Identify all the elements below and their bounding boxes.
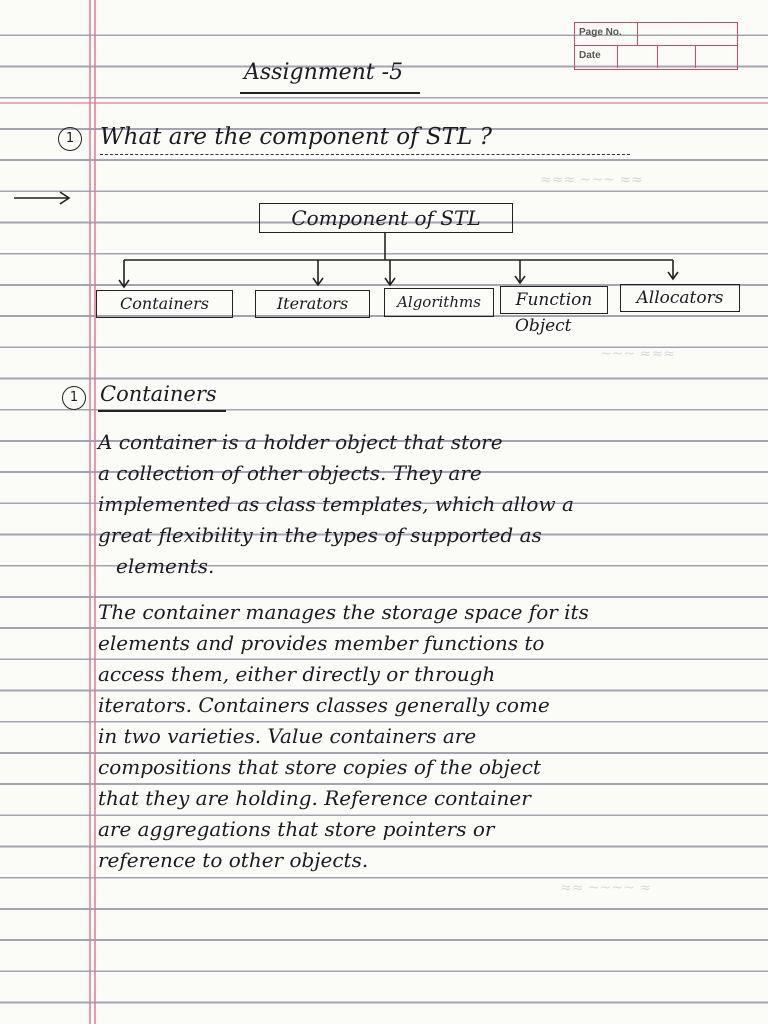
diagram-root-box: Component of STL [259,203,513,233]
text-line: that they are holding. Reference container [98,786,531,810]
paragraph-container-storage [98,597,748,876]
section-title-underline [98,410,226,412]
date-label: Date [579,50,601,61]
diagram-child-function: Function [500,286,608,314]
text-line: in two varieties. Value containers are [98,724,477,748]
text-line: a collection of other objects. They are [98,461,482,485]
bleed-through-mark: ≈≈ ~~~~ ≈ [560,880,652,896]
diagram-child-algorithms: Algorithms [384,288,494,317]
text-line: elements and provides member functions to [98,631,545,655]
diagram-connectors [0,0,768,300]
text-line: A container is a holder object that store [98,430,503,454]
section-number: 1 [62,386,86,410]
text-line: reference to other objects. [98,848,369,872]
text-line: elements. [116,554,215,578]
section-title: Containers [100,382,217,406]
bleed-through-mark: ≈≈≈ ~~~ ≈≈ [540,172,643,188]
text-line: are aggregations that store pointers or [98,817,495,841]
text-line: The container manages the storage space for its [98,600,589,624]
question-text: What are the component of STL ? [100,124,492,150]
text-line: access them, either directly or through [98,662,496,686]
text-line: iterators. Containers classes generally come [98,693,550,717]
page-no-label: Page No. [579,27,622,38]
text-line: compositions that store copies of the object [98,755,541,779]
diagram-child-iterators: Iterators [255,290,370,318]
text-line: implemented as class templates, which allow a [98,492,574,516]
diagram-child-containers: Containers [96,290,233,318]
diagram-function-object-label: Object [515,316,572,336]
bleed-through-mark: ~~~ ≈≈≈ [600,346,675,362]
question-number: 1 [58,127,82,151]
paragraph-containers-definition [98,427,748,582]
text-line: great flexibility in the types of supported as [98,523,542,547]
diagram-child-allocators: Allocators [620,284,740,312]
assignment-title: Assignment -5 [244,60,404,85]
